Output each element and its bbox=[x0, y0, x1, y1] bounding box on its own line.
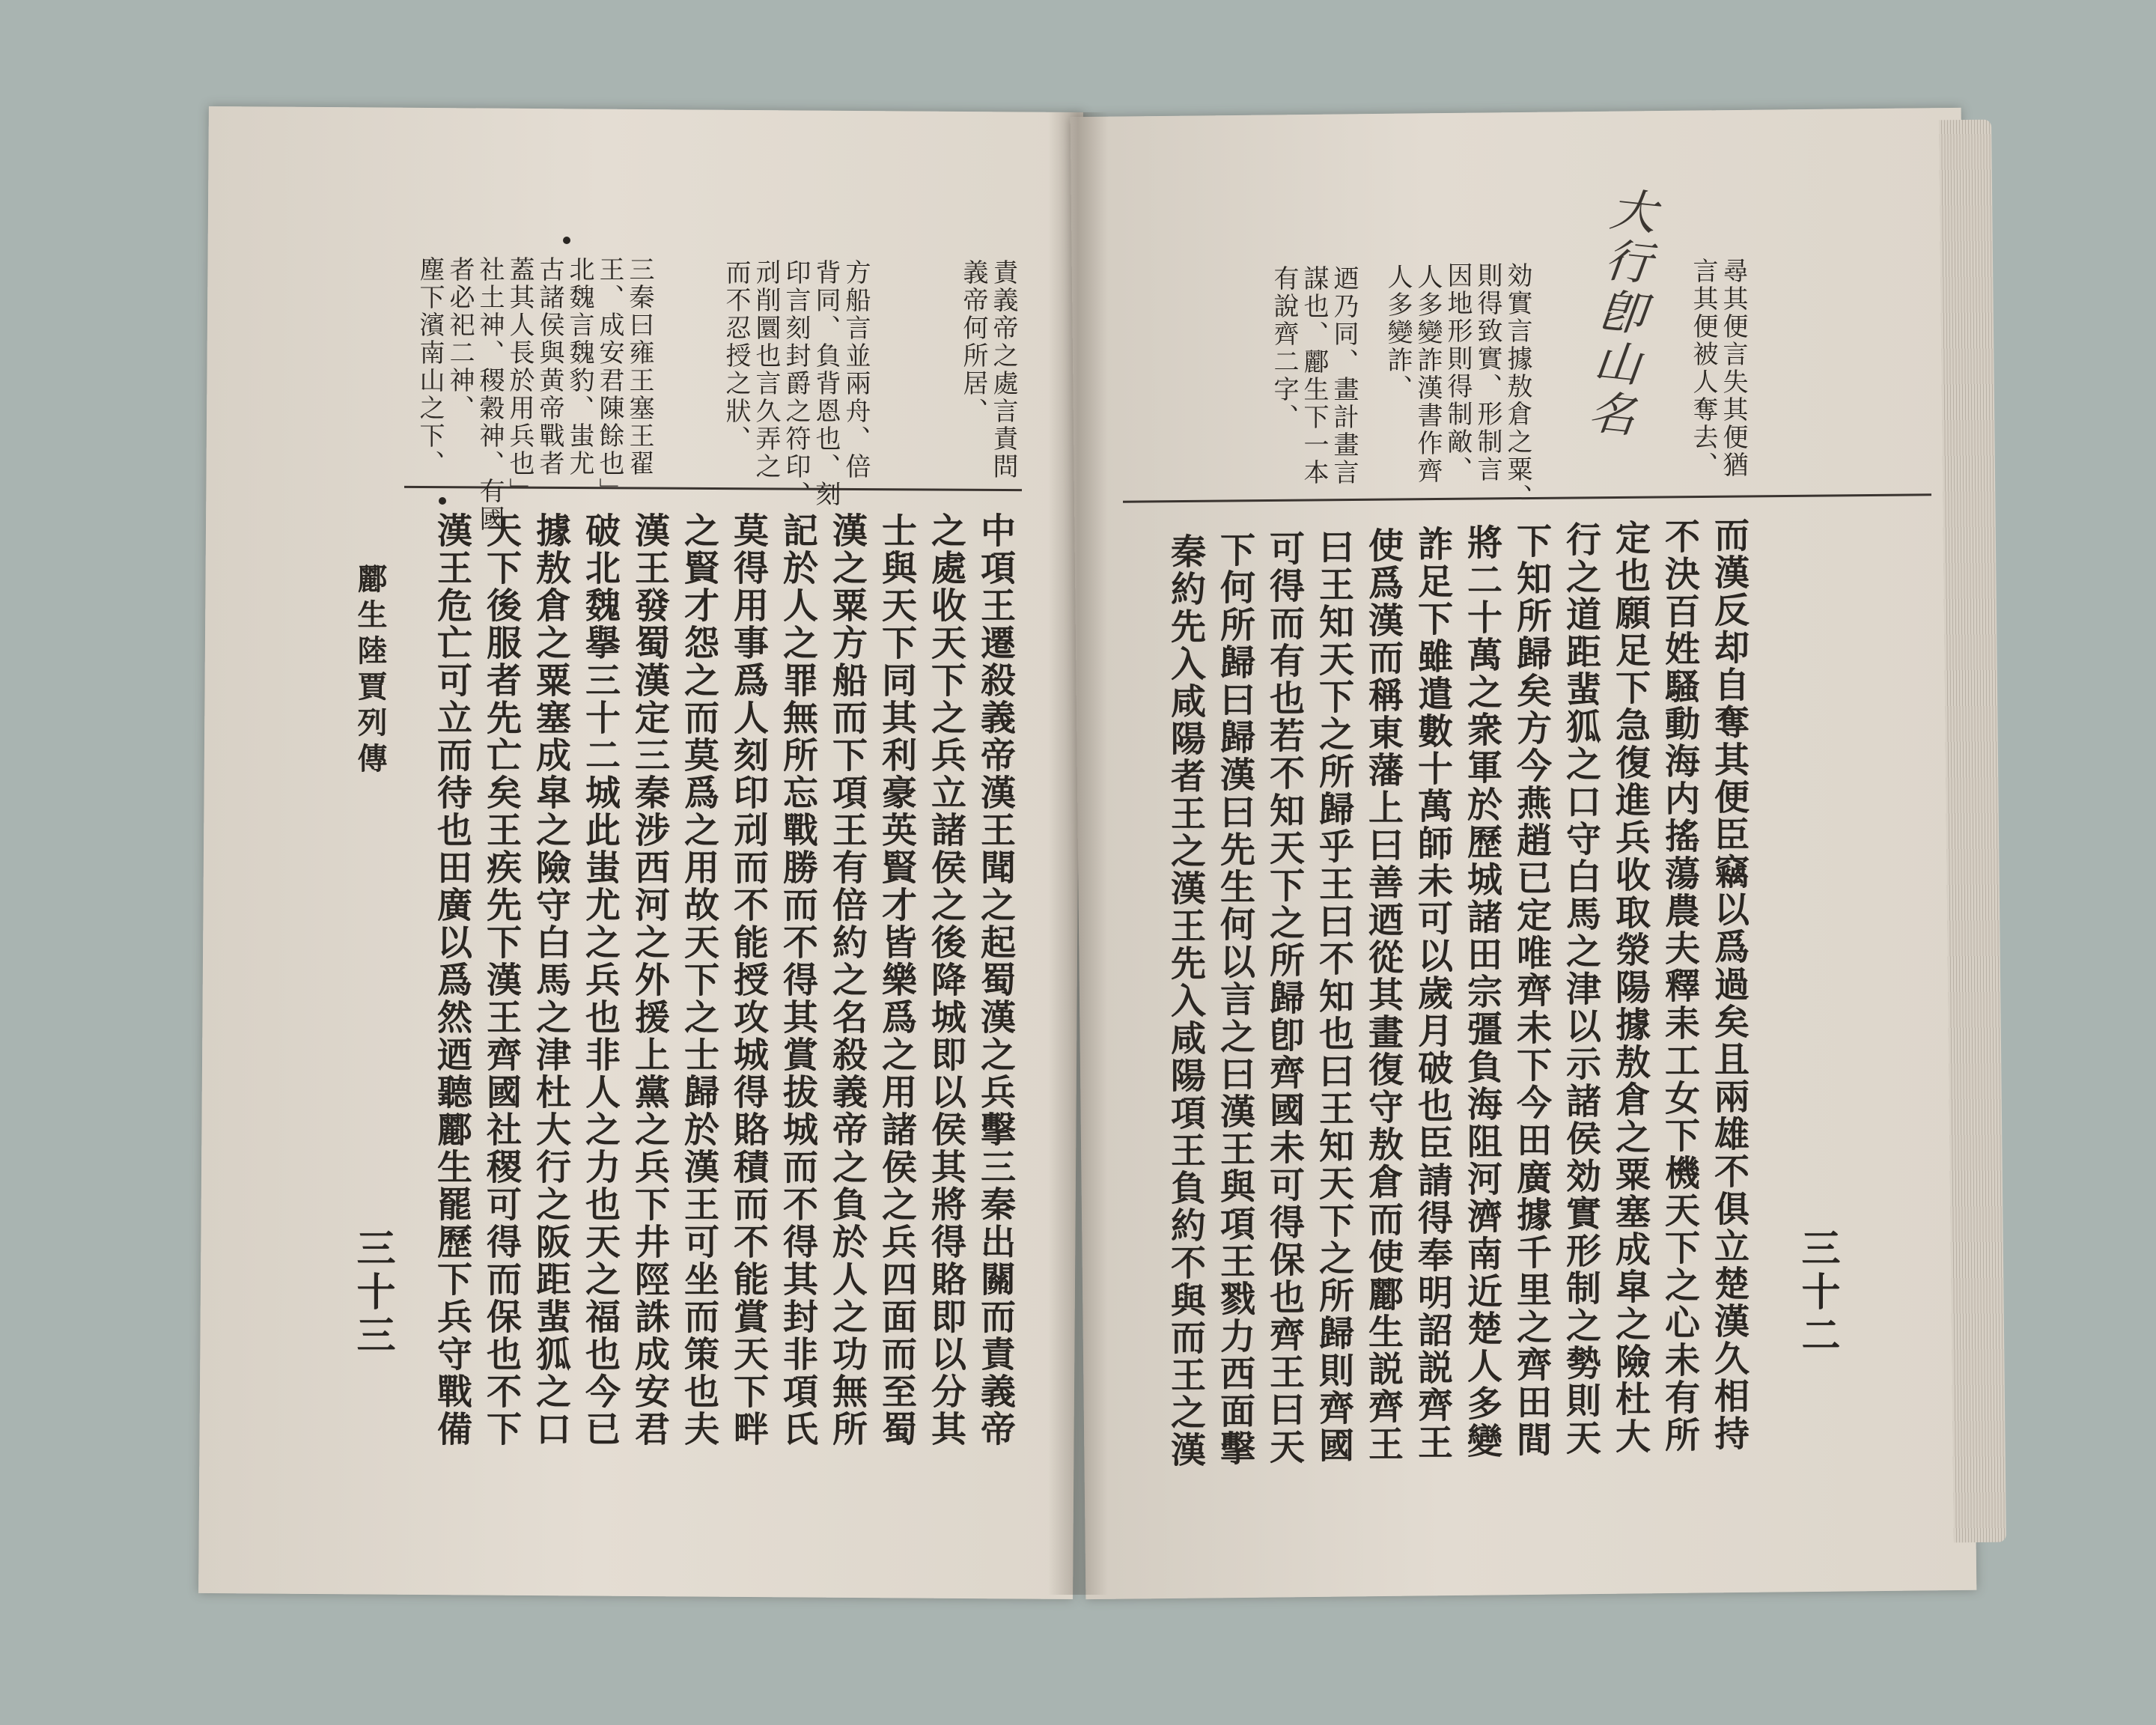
left-note-col: 方船言並兩舟、倍 bbox=[841, 259, 871, 481]
right-main-col: 秦約先入咸陽者王之漢王先入咸陽項王負約不與而王之漢 bbox=[1165, 533, 1206, 1469]
left-main-col: 據敖倉之粟塞成皐之險守白馬之津杜大行之阪距蜚狐之口 bbox=[530, 512, 571, 1448]
right-page-number: 三十二 bbox=[1794, 1228, 1840, 1358]
right-note-col: 人多變詐、 bbox=[1383, 264, 1413, 402]
right-note-col: 言其便被人奪去、 bbox=[1688, 258, 1718, 479]
left-note-col: 塵下濱南山之下、 bbox=[415, 256, 445, 478]
left-main-col: 士與天下同其利豪英賢才皆樂爲之用諸侯之兵四面而至蜀 bbox=[876, 512, 917, 1448]
right-note-col: 有說齊二字、 bbox=[1269, 265, 1299, 431]
left-note-col: 背同、負背恩也、刻 bbox=[811, 259, 841, 508]
right-main-col: 下何所歸曰歸漢曰先生何以言之曰漢王與項王戮力西面擊 bbox=[1214, 532, 1255, 1467]
left-note-col: 北魏言魏豹、蚩尤 bbox=[564, 256, 594, 478]
right-main-col: 下知所歸矣方今燕趙已定唯齊未下今田廣據千里之齊田間 bbox=[1511, 523, 1552, 1458]
left-note-col: 蓋其人長於用兵也」 bbox=[505, 256, 535, 505]
left-main-col: 之賢才怨之而莫爲之用故天下之士歸於漢王可坐而策也夫 bbox=[678, 512, 719, 1448]
ink-dot bbox=[563, 237, 570, 244]
ink-dot bbox=[439, 497, 446, 505]
left-note-col: 三秦曰雍王塞王翟 bbox=[624, 256, 654, 478]
left-note-col: 印言刻封爵之符印、 bbox=[781, 259, 811, 508]
left-main-col: 記於人之罪無所忘戰勝而不得其賞拔城而不得其封非項氏 bbox=[777, 512, 818, 1448]
left-note-col: 王、成安君陳餘也」 bbox=[594, 256, 624, 505]
right-note-col: 尋其便言失其便猶 bbox=[1718, 258, 1748, 479]
right-main-col: 定也願足下急復進兵收取滎陽據敖倉之粟塞成皐之險杜大 bbox=[1610, 520, 1651, 1455]
right-note-col: 効實言據敖倉之粟、 bbox=[1502, 262, 1532, 511]
right-main-col: 使爲漢而稱東藩上曰善迺從其畫復守敖倉而使酈生説齊王 bbox=[1362, 527, 1404, 1463]
right-main-col: 而漢反却自奪其便臣竊以爲過矣且兩雄不俱立楚漢久相持 bbox=[1708, 517, 1750, 1452]
right-note-col: 因地形則得制敵、 bbox=[1443, 262, 1473, 484]
left-note-col: 責義帝之處言責問 bbox=[988, 259, 1018, 481]
right-note-col: 人多變詐漢書作齊 bbox=[1413, 264, 1443, 485]
left-main-col: 破北魏擧三十二城此蚩尤之兵也非人之力也天之福也今已 bbox=[579, 512, 621, 1448]
book-gutter bbox=[1048, 112, 1108, 1595]
left-note-col: 而不忍授之狀、 bbox=[721, 259, 751, 453]
left-note-col: 者必祀二神、 bbox=[445, 256, 475, 422]
right-note-col: 則得致實、形制言 bbox=[1473, 262, 1502, 484]
left-note-col: 社土神、稷穀神、有國 bbox=[475, 256, 505, 533]
left-main-col: 之處收天下之兵立諸侯之後降城即以侯其將得賂即以分其 bbox=[925, 512, 966, 1448]
right-note-col: 謀也、酈生下一本 bbox=[1299, 265, 1329, 487]
left-main-col: 漢王危亡可立而待也田廣以爲然迺聽酈生罷歷下兵守戰備 bbox=[431, 512, 472, 1448]
right-main-col: 詐足下雖遣數十萬師未可以歲月破也臣請得奉明詔説齊王 bbox=[1412, 526, 1453, 1461]
right-main-col: 行之道距蜚狐之口守白馬之津以示諸侯効實形制之勢則天 bbox=[1560, 521, 1601, 1457]
left-main-col: 中項王遷殺義帝漢王聞之起蜀漢之兵擊三秦出關而責義帝 bbox=[975, 512, 1016, 1448]
left-main-col: 天下後服者先亡矣王疾先下漢王齊國社稷可得而保也不下 bbox=[481, 512, 522, 1448]
right-main-col: 曰王知天下之所歸乎王曰不知也曰王知天下之所歸則齊國 bbox=[1313, 529, 1354, 1464]
left-main-col: 漢王發蜀漢定三秦涉西河之外援上黨之兵下井陘誅成安君 bbox=[629, 512, 670, 1448]
right-note-col: 迺乃同、畫計畫言 bbox=[1329, 265, 1359, 487]
left-note-col: 義帝何所居、 bbox=[958, 259, 988, 425]
left-main-col: 莫得用事爲人刻印刓而不能授攻城得賂積而不能賞天下畔 bbox=[728, 512, 769, 1448]
left-note-col: 刓削圜也言久弄之 bbox=[751, 259, 781, 481]
right-main-col: 將二十萬之衆軍於歷城諸田宗彊負海阻河濟南近楚人多變 bbox=[1461, 524, 1502, 1460]
left-page-number: 三十三 bbox=[350, 1228, 395, 1358]
left-main-col: 漢之粟方船而下項王有倍約之名殺義帝之負於人之功無所 bbox=[826, 512, 868, 1448]
running-title: 酈生陸賈列傳 bbox=[353, 563, 388, 779]
handwritten-annotation: 大行卽山名 bbox=[1578, 183, 1660, 442]
left-note-col: 古諸侯與黄帝戰者 bbox=[535, 256, 564, 478]
right-main-col: 不決百姓騷動海内搖蕩農夫釋耒工女下機天下之心未有所 bbox=[1659, 518, 1700, 1454]
right-main-col: 可得而有也若不知天下之所歸卽齊國未可得保也齊王曰天 bbox=[1264, 530, 1305, 1466]
